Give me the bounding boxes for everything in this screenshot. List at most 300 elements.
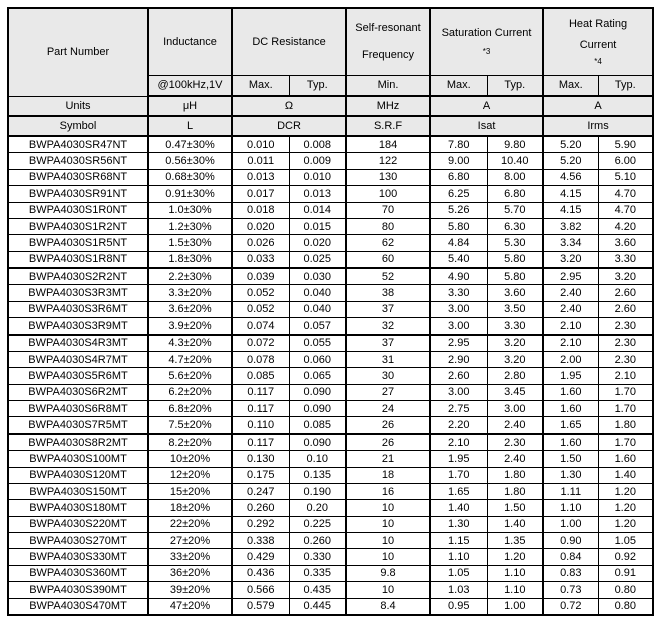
dcr-typ-cell: 0.190: [289, 484, 346, 500]
inductance-cell: 8.2±20%: [148, 434, 232, 451]
irms-typ-cell: 0.80: [598, 582, 653, 598]
isat-max-cell: 1.10: [430, 549, 487, 565]
part-number-cell: BWPA4030S180MT: [8, 500, 148, 516]
dcr-typ-cell: 0.090: [289, 384, 346, 400]
inductance-cell: 36±20%: [148, 565, 232, 581]
isat-typ-cell: 2.80: [487, 368, 543, 384]
dcr-typ-cell: 0.20: [289, 500, 346, 516]
dcr-max-cell: 0.052: [232, 285, 289, 301]
irms-max-cell: 0.83: [543, 565, 598, 581]
isat-typ-cell: 1.35: [487, 533, 543, 549]
table-row: [8, 335, 653, 352]
irms-typ-cell: 1.20: [598, 500, 653, 516]
isat-typ-cell: 3.45: [487, 384, 543, 400]
subheader-irms-max: Max.: [543, 75, 598, 96]
table-row: [8, 484, 653, 500]
part-number-cell: BWPA4030S3R9MT: [8, 318, 148, 335]
part-number-cell: BWPA4030S1R8NT: [8, 251, 148, 268]
dcr-max-cell: 0.018: [232, 202, 289, 218]
irms-typ-cell: 3.30: [598, 251, 653, 268]
irms-max-cell: 5.20: [543, 153, 598, 169]
dcr-max-cell: 0.436: [232, 565, 289, 581]
srf-min-cell: 52: [346, 268, 430, 285]
part-number-cell: BWPA4030S120MT: [8, 467, 148, 483]
isat-max-cell: 1.95: [430, 451, 487, 467]
inductance-cell: 22±20%: [148, 516, 232, 532]
table-row: [8, 251, 653, 268]
srf-min-cell: 30: [346, 368, 430, 384]
table-row: [8, 268, 653, 285]
table-row: [8, 186, 653, 202]
part-number-cell: BWPA4030S5R6MT: [8, 368, 148, 384]
dcr-typ-cell: 0.060: [289, 352, 346, 368]
isat-typ-cell: 8.00: [487, 169, 543, 185]
irms-typ-cell: 4.70: [598, 202, 653, 218]
inductance-cell: 33±20%: [148, 549, 232, 565]
dcr-typ-cell: 0.020: [289, 235, 346, 251]
table-row: [8, 352, 653, 368]
inductance-cell: 1.8±30%: [148, 251, 232, 268]
part-number-cell: BWPA4030S470MT: [8, 598, 148, 615]
dcr-max-cell: 0.020: [232, 218, 289, 234]
inductance-cell: 3.6±20%: [148, 301, 232, 317]
dcr-typ-cell: 0.090: [289, 434, 346, 451]
dcr-typ-cell: 0.445: [289, 598, 346, 615]
part-number-cell: BWPA4030S7R5MT: [8, 417, 148, 434]
table-row: [8, 202, 653, 218]
self-resonant-line2: Frequency: [362, 48, 414, 61]
isat-max-cell: 5.80: [430, 218, 487, 234]
inductance-cell: 47±20%: [148, 598, 232, 615]
srf-min-cell: 38: [346, 285, 430, 301]
table-row: [8, 384, 653, 400]
irms-max-cell: 3.20: [543, 251, 598, 268]
dcr-typ-cell: 0.014: [289, 202, 346, 218]
irms-typ-cell: 0.92: [598, 549, 653, 565]
isat-max-cell: 7.80: [430, 136, 487, 153]
inductance-cell: 4.3±20%: [148, 335, 232, 352]
part-number-cell: BWPA4030SR91NT: [8, 186, 148, 202]
dcr-typ-cell: 0.010: [289, 169, 346, 185]
irms-max-cell: 0.90: [543, 533, 598, 549]
dcr-typ-cell: 0.040: [289, 301, 346, 317]
isat-typ-cell: 3.50: [487, 301, 543, 317]
srf-min-cell: 130: [346, 169, 430, 185]
srf-min-cell: 8.4: [346, 598, 430, 615]
srf-min-cell: 24: [346, 401, 430, 417]
isat-typ-cell: 5.80: [487, 251, 543, 268]
table-row: [8, 500, 653, 516]
dcr-max-cell: 0.175: [232, 467, 289, 483]
dcr-typ-cell: 0.025: [289, 251, 346, 268]
irms-typ-cell: 5.10: [598, 169, 653, 185]
table-body: [8, 136, 653, 615]
irms-max-cell: 2.40: [543, 301, 598, 317]
part-number-cell: BWPA4030SR68NT: [8, 169, 148, 185]
part-number-cell: BWPA4030S360MT: [8, 565, 148, 581]
srf-min-cell: 16: [346, 484, 430, 500]
inductance-cell: 1.2±30%: [148, 218, 232, 234]
table-row: [8, 451, 653, 467]
irms-typ-cell: 2.60: [598, 285, 653, 301]
unit-srf: MHz: [346, 96, 430, 116]
irms-typ-cell: 1.20: [598, 516, 653, 532]
irms-max-cell: 2.10: [543, 318, 598, 335]
table-row: [8, 549, 653, 565]
irms-typ-cell: 1.70: [598, 434, 653, 451]
header-row-main: [8, 8, 653, 75]
dcr-typ-cell: 0.040: [289, 285, 346, 301]
isat-typ-cell: 2.40: [487, 417, 543, 434]
irms-typ-cell: 2.30: [598, 318, 653, 335]
isat-max-cell: 0.95: [430, 598, 487, 615]
isat-max-cell: 1.03: [430, 582, 487, 598]
inductance-cell: 39±20%: [148, 582, 232, 598]
irms-typ-cell: 1.05: [598, 533, 653, 549]
dcr-max-cell: 0.117: [232, 384, 289, 400]
footnote-marker-3: *3: [482, 47, 491, 57]
srf-min-cell: 10: [346, 500, 430, 516]
irms-max-cell: 1.50: [543, 451, 598, 467]
isat-typ-cell: 3.60: [487, 285, 543, 301]
part-number-cell: BWPA4030S1R2NT: [8, 218, 148, 234]
srf-min-cell: 37: [346, 301, 430, 317]
dcr-max-cell: 0.566: [232, 582, 289, 598]
isat-typ-cell: 5.80: [487, 268, 543, 285]
part-number-cell: BWPA4030S330MT: [8, 549, 148, 565]
irms-max-cell: 1.60: [543, 384, 598, 400]
table-row: [8, 368, 653, 384]
part-number-cell: BWPA4030SR47NT: [8, 136, 148, 153]
inductance-cell: 5.6±20%: [148, 368, 232, 384]
dcr-max-cell: 0.039: [232, 268, 289, 285]
table-row: [8, 401, 653, 417]
dcr-typ-cell: 0.013: [289, 186, 346, 202]
dcr-typ-cell: 0.135: [289, 467, 346, 483]
dcr-max-cell: 0.260: [232, 500, 289, 516]
part-number-cell: BWPA4030S6R8MT: [8, 401, 148, 417]
table-row: [8, 153, 653, 169]
unit-inductance: μH: [148, 96, 232, 116]
part-number-cell: BWPA4030S6R2MT: [8, 384, 148, 400]
part-number-cell: BWPA4030S3R3MT: [8, 285, 148, 301]
table-row: [8, 516, 653, 532]
srf-min-cell: 26: [346, 417, 430, 434]
subheader-inductance-condition: @100kHz,1V: [148, 75, 232, 96]
saturation-label-stack: [431, 9, 542, 75]
inductance-cell: 3.3±20%: [148, 285, 232, 301]
isat-max-cell: 5.40: [430, 251, 487, 268]
isat-typ-cell: 1.00: [487, 598, 543, 615]
part-number-cell: BWPA4030S4R7MT: [8, 352, 148, 368]
irms-max-cell: 4.56: [543, 169, 598, 185]
isat-max-cell: 4.90: [430, 268, 487, 285]
srf-min-cell: 62: [346, 235, 430, 251]
table-row: [8, 169, 653, 185]
irms-typ-cell: 1.60: [598, 451, 653, 467]
col-header-self-resonant-frequency: [346, 8, 430, 75]
part-number-cell: BWPA4030S390MT: [8, 582, 148, 598]
dcr-typ-cell: 0.009: [289, 153, 346, 169]
isat-typ-cell: 10.40: [487, 153, 543, 169]
srf-min-cell: 27: [346, 384, 430, 400]
inductor-spec-table: [7, 7, 654, 616]
part-number-cell: BWPA4030S8R2MT: [8, 434, 148, 451]
srf-min-cell: 60: [346, 251, 430, 268]
table-row: [8, 417, 653, 434]
self-resonant-line1: Self-resonant: [355, 21, 421, 34]
irms-typ-cell: 2.10: [598, 368, 653, 384]
inductance-cell: 12±20%: [148, 467, 232, 483]
heat-rating-line2: Current: [579, 38, 617, 51]
isat-typ-cell: 1.40: [487, 516, 543, 532]
footnote-marker-4: *4: [594, 56, 602, 66]
part-number-cell: BWPA4030S270MT: [8, 533, 148, 549]
isat-typ-cell: 6.80: [487, 186, 543, 202]
table-row: [8, 218, 653, 234]
dcr-max-cell: 0.033: [232, 251, 289, 268]
isat-max-cell: 2.60: [430, 368, 487, 384]
isat-typ-cell: 6.30: [487, 218, 543, 234]
isat-typ-cell: 1.50: [487, 500, 543, 516]
isat-max-cell: 6.25: [430, 186, 487, 202]
subheader-dcr-max: Max.: [232, 75, 289, 96]
dcr-max-cell: 0.011: [232, 153, 289, 169]
inductance-cell: 10±20%: [148, 451, 232, 467]
dcr-max-cell: 0.026: [232, 235, 289, 251]
srf-min-cell: 122: [346, 153, 430, 169]
isat-max-cell: 1.65: [430, 484, 487, 500]
part-number-cell: BWPA4030S1R0NT: [8, 202, 148, 218]
dcr-max-cell: 0.338: [232, 533, 289, 549]
inductance-cell: 4.7±20%: [148, 352, 232, 368]
irms-typ-cell: 2.60: [598, 301, 653, 317]
irms-typ-cell: 3.60: [598, 235, 653, 251]
srf-min-cell: 21: [346, 451, 430, 467]
table-row: [8, 434, 653, 451]
irms-max-cell: 4.15: [543, 202, 598, 218]
srf-min-cell: 18: [346, 467, 430, 483]
dcr-typ-cell: 0.225: [289, 516, 346, 532]
isat-typ-cell: 2.40: [487, 451, 543, 467]
isat-typ-cell: 3.20: [487, 352, 543, 368]
isat-max-cell: 2.75: [430, 401, 487, 417]
part-number-cell: BWPA4030S2R2NT: [8, 268, 148, 285]
isat-typ-cell: 3.30: [487, 318, 543, 335]
subheader-srf-min: Min.: [346, 75, 430, 96]
irms-max-cell: 1.30: [543, 467, 598, 483]
srf-min-cell: 26: [346, 434, 430, 451]
irms-max-cell: 1.10: [543, 500, 598, 516]
srf-min-cell: 70: [346, 202, 430, 218]
symbol-inductance: L: [148, 116, 232, 136]
irms-typ-cell: 4.70: [598, 186, 653, 202]
isat-max-cell: 5.26: [430, 202, 487, 218]
col-header-part-number: Part Number: [8, 8, 148, 96]
isat-max-cell: 6.80: [430, 169, 487, 185]
units-row: [8, 96, 653, 116]
col-header-dc-resistance: DC Resistance: [232, 8, 346, 75]
isat-max-cell: 9.00: [430, 153, 487, 169]
table-row: [8, 565, 653, 581]
inductance-cell: 0.47±30%: [148, 136, 232, 153]
srf-min-cell: 10: [346, 516, 430, 532]
isat-typ-cell: 5.30: [487, 235, 543, 251]
irms-max-cell: 0.72: [543, 598, 598, 615]
inductance-cell: 0.56±30%: [148, 153, 232, 169]
irms-typ-cell: 1.70: [598, 401, 653, 417]
dcr-max-cell: 0.052: [232, 301, 289, 317]
srf-min-cell: 10: [346, 533, 430, 549]
isat-max-cell: 1.40: [430, 500, 487, 516]
irms-max-cell: 0.84: [543, 549, 598, 565]
dcr-typ-cell: 0.330: [289, 549, 346, 565]
self-resonant-label-stack: [347, 9, 429, 75]
irms-typ-cell: 3.20: [598, 268, 653, 285]
dcr-max-cell: 0.247: [232, 484, 289, 500]
irms-max-cell: 1.65: [543, 417, 598, 434]
dcr-typ-cell: 0.085: [289, 417, 346, 434]
dcr-max-cell: 0.017: [232, 186, 289, 202]
irms-max-cell: 1.11: [543, 484, 598, 500]
unit-irms: A: [543, 96, 653, 116]
table-row: [8, 136, 653, 153]
table-row: [8, 467, 653, 483]
saturation-label: Saturation Current: [441, 27, 532, 40]
dcr-max-cell: 0.429: [232, 549, 289, 565]
dcr-typ-cell: 0.335: [289, 565, 346, 581]
dcr-max-cell: 0.579: [232, 598, 289, 615]
irms-max-cell: 3.34: [543, 235, 598, 251]
irms-typ-cell: 1.40: [598, 467, 653, 483]
isat-typ-cell: 1.80: [487, 467, 543, 483]
irms-max-cell: 2.95: [543, 268, 598, 285]
unit-isat: A: [430, 96, 543, 116]
part-number-cell: BWPA4030S3R6MT: [8, 301, 148, 317]
unit-dcr: Ω: [232, 96, 346, 116]
part-number-cell: BWPA4030S1R5NT: [8, 235, 148, 251]
dcr-typ-cell: 0.090: [289, 401, 346, 417]
irms-typ-cell: 5.90: [598, 136, 653, 153]
srf-min-cell: 32: [346, 318, 430, 335]
inductance-cell: 3.9±20%: [148, 318, 232, 335]
dcr-typ-cell: 0.030: [289, 268, 346, 285]
irms-typ-cell: 1.80: [598, 417, 653, 434]
dcr-max-cell: 0.085: [232, 368, 289, 384]
isat-typ-cell: 1.80: [487, 484, 543, 500]
irms-typ-cell: 6.00: [598, 153, 653, 169]
isat-typ-cell: 1.10: [487, 565, 543, 581]
isat-max-cell: 3.00: [430, 384, 487, 400]
isat-max-cell: 3.00: [430, 318, 487, 335]
table-row: [8, 533, 653, 549]
srf-min-cell: 9.8: [346, 565, 430, 581]
inductance-cell: 0.91±30%: [148, 186, 232, 202]
irms-max-cell: 3.82: [543, 218, 598, 234]
table-row: [8, 582, 653, 598]
part-number-cell: BWPA4030S220MT: [8, 516, 148, 532]
part-number-cell: BWPA4030S150MT: [8, 484, 148, 500]
irms-max-cell: 2.40: [543, 285, 598, 301]
isat-max-cell: 4.84: [430, 235, 487, 251]
inductance-cell: 18±20%: [148, 500, 232, 516]
dcr-max-cell: 0.130: [232, 451, 289, 467]
dcr-typ-cell: 0.435: [289, 582, 346, 598]
irms-typ-cell: 2.30: [598, 335, 653, 352]
inductance-cell: 0.68±30%: [148, 169, 232, 185]
srf-min-cell: 80: [346, 218, 430, 234]
isat-max-cell: 2.95: [430, 335, 487, 352]
table-row: [8, 285, 653, 301]
table-row: [8, 235, 653, 251]
inductance-cell: 1.0±30%: [148, 202, 232, 218]
isat-max-cell: 1.05: [430, 565, 487, 581]
symbol-dcr: DCR: [232, 116, 346, 136]
isat-typ-cell: 1.20: [487, 549, 543, 565]
irms-max-cell: 2.10: [543, 335, 598, 352]
symbol-irms: Irms: [543, 116, 653, 136]
isat-typ-cell: 1.10: [487, 582, 543, 598]
dcr-max-cell: 0.013: [232, 169, 289, 185]
units-row-label: Units: [8, 96, 148, 116]
irms-typ-cell: 4.20: [598, 218, 653, 234]
dcr-max-cell: 0.078: [232, 352, 289, 368]
irms-typ-cell: 2.30: [598, 352, 653, 368]
inductance-cell: 6.2±20%: [148, 384, 232, 400]
irms-max-cell: 2.00: [543, 352, 598, 368]
srf-min-cell: 37: [346, 335, 430, 352]
part-number-cell: BWPA4030SR56NT: [8, 153, 148, 169]
irms-typ-cell: 0.91: [598, 565, 653, 581]
symbol-srf: S.R.F: [346, 116, 430, 136]
table-row: [8, 301, 653, 317]
inductance-cell: 1.5±30%: [148, 235, 232, 251]
dcr-max-cell: 0.117: [232, 434, 289, 451]
dcr-max-cell: 0.072: [232, 335, 289, 352]
srf-min-cell: 31: [346, 352, 430, 368]
srf-min-cell: 10: [346, 549, 430, 565]
inductance-cell: 6.8±20%: [148, 401, 232, 417]
dcr-typ-cell: 0.055: [289, 335, 346, 352]
dcr-max-cell: 0.292: [232, 516, 289, 532]
dcr-typ-cell: 0.065: [289, 368, 346, 384]
dcr-typ-cell: 0.10: [289, 451, 346, 467]
isat-max-cell: 2.90: [430, 352, 487, 368]
srf-min-cell: 10: [346, 582, 430, 598]
col-header-saturation-current: [430, 8, 543, 75]
irms-max-cell: 1.95: [543, 368, 598, 384]
dcr-typ-cell: 0.057: [289, 318, 346, 335]
isat-max-cell: 3.30: [430, 285, 487, 301]
irms-max-cell: 4.15: [543, 186, 598, 202]
irms-typ-cell: 0.80: [598, 598, 653, 615]
inductance-cell: 2.2±30%: [148, 268, 232, 285]
part-number-cell: BWPA4030S4R3MT: [8, 335, 148, 352]
subheader-isat-typ: Typ.: [487, 75, 543, 96]
dcr-typ-cell: 0.260: [289, 533, 346, 549]
isat-typ-cell: 5.70: [487, 202, 543, 218]
irms-max-cell: 1.60: [543, 434, 598, 451]
dcr-max-cell: 0.010: [232, 136, 289, 153]
isat-max-cell: 3.00: [430, 301, 487, 317]
isat-max-cell: 2.20: [430, 417, 487, 434]
inductance-cell: 27±20%: [148, 533, 232, 549]
isat-typ-cell: 3.20: [487, 335, 543, 352]
irms-max-cell: 1.00: [543, 516, 598, 532]
symbol-row: [8, 116, 653, 136]
subheader-irms-typ: Typ.: [598, 75, 653, 96]
heat-rating-label-stack: [544, 9, 652, 75]
